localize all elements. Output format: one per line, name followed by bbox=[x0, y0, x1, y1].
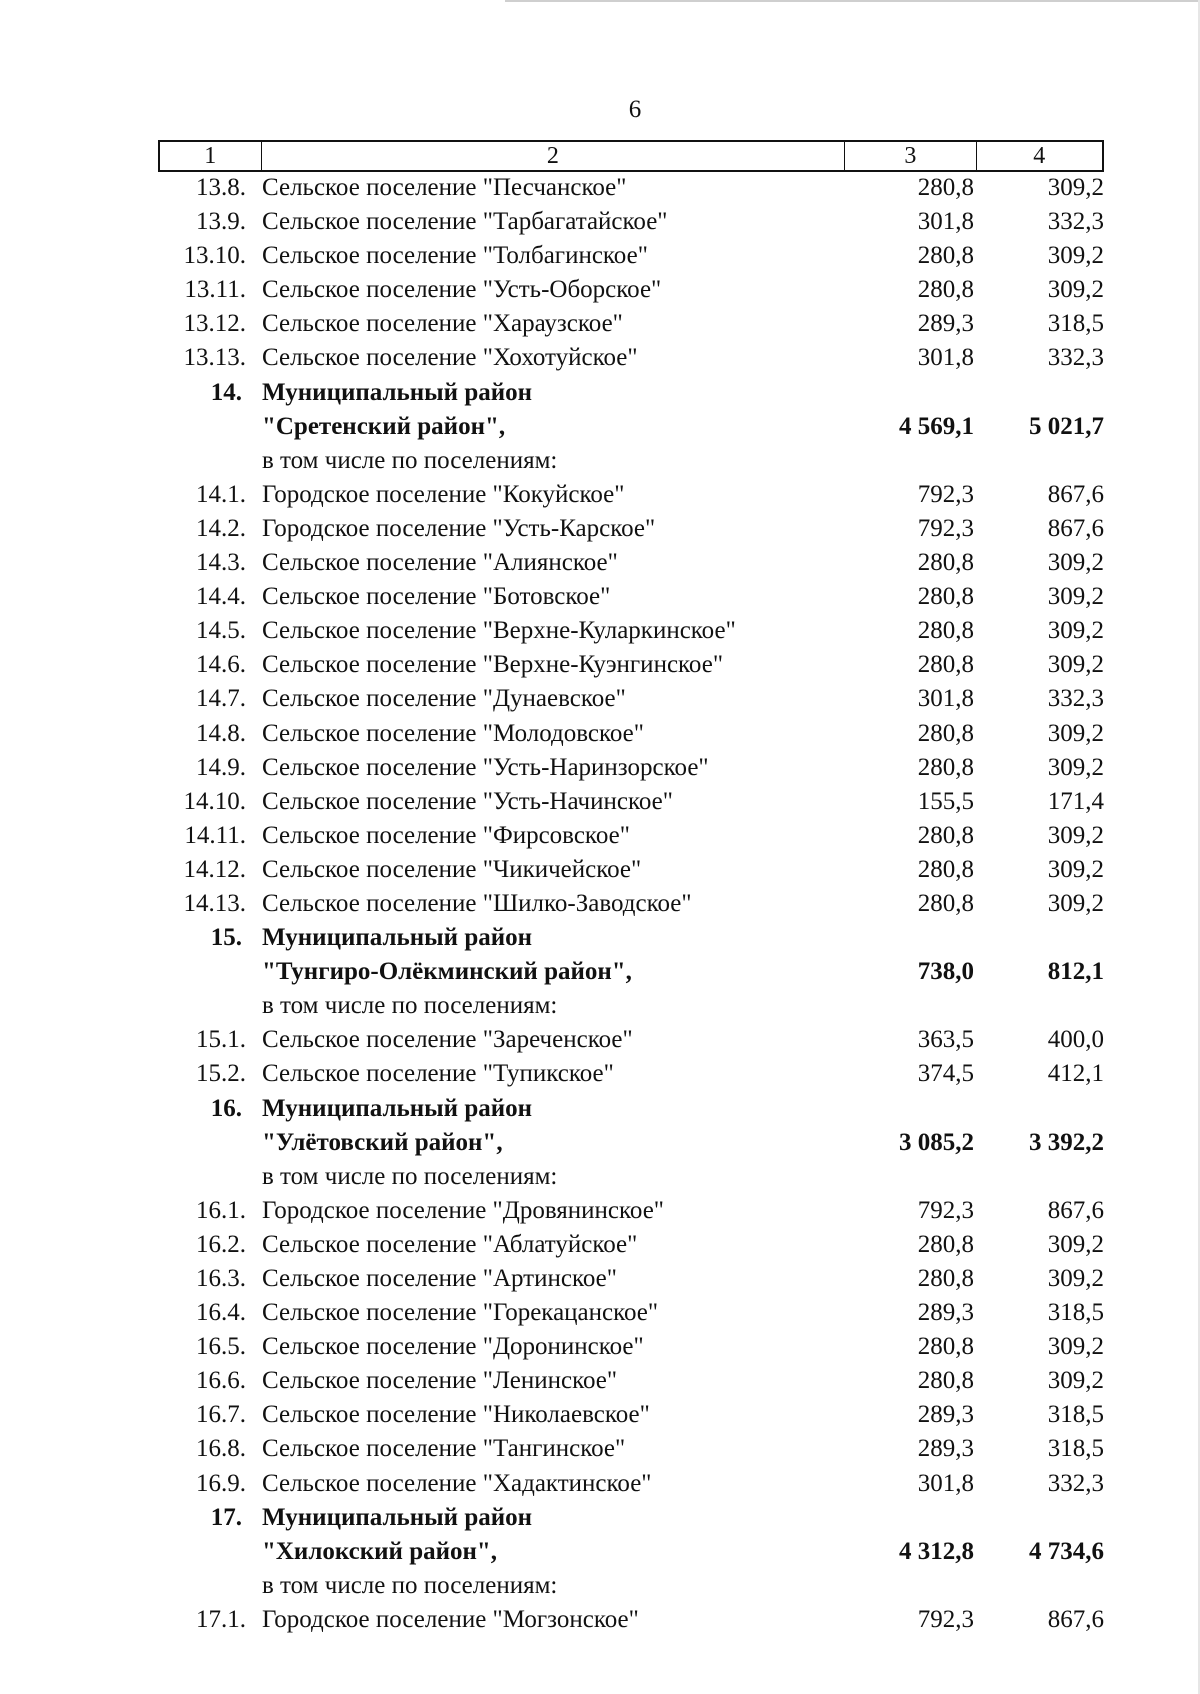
row-value-3: 280,8 bbox=[917, 1367, 974, 1395]
row-number: 14.12. bbox=[183, 855, 246, 883]
row-value-3: 301,8 bbox=[917, 208, 974, 236]
row-value-3: 280,8 bbox=[917, 174, 974, 201]
row-name: Сельское поселение "Алиянское" bbox=[262, 549, 618, 577]
row-value-4: 309,2 bbox=[1047, 1265, 1104, 1292]
table-row bbox=[0, 411, 1200, 445]
row-name: в том числе по поселениям: bbox=[262, 446, 558, 474]
row-value-4: 309,2 bbox=[1047, 276, 1104, 304]
row-value-4: 867,6 bbox=[1047, 480, 1104, 508]
row-value-4: 332,3 bbox=[1047, 344, 1104, 372]
table-row bbox=[0, 274, 1200, 308]
row-value-4: 867,6 bbox=[1047, 514, 1104, 542]
row-name: Сельское поселение "Тангинское" bbox=[262, 1435, 626, 1463]
row-value-3: 289,3 bbox=[917, 310, 974, 338]
row-value-3: 792,3 bbox=[917, 1605, 974, 1633]
row-number: 16.8. bbox=[196, 1435, 246, 1463]
row-value-4: 309,2 bbox=[1047, 583, 1104, 611]
row-number: 13.8. bbox=[196, 174, 246, 201]
row-number: 14.3. bbox=[196, 549, 246, 577]
row-value-4: 318,5 bbox=[1047, 1299, 1104, 1327]
row-name: Сельское поселение "Николаевское" bbox=[262, 1401, 650, 1429]
table-row bbox=[0, 308, 1200, 342]
row-name: "Хилокский район", bbox=[262, 1537, 498, 1565]
row-value-3: 289,3 bbox=[917, 1299, 974, 1327]
row-value-4: 318,5 bbox=[1047, 1401, 1104, 1429]
row-value-4: 309,2 bbox=[1047, 1230, 1104, 1258]
row-value-3: 280,8 bbox=[917, 583, 974, 611]
row-name: Сельское поселение "Тупикское" bbox=[262, 1060, 614, 1088]
row-number: 14.7. bbox=[196, 685, 246, 713]
row-value-4: 318,5 bbox=[1047, 1435, 1104, 1463]
row-name: Сельское поселение "Артинское" bbox=[262, 1265, 617, 1292]
row-value-4: 309,2 bbox=[1047, 617, 1104, 645]
row-name: Сельское поселение "Фирсовское" bbox=[262, 821, 630, 849]
table-body bbox=[0, 172, 1200, 1638]
row-value-3: 280,8 bbox=[917, 276, 974, 304]
table-row bbox=[0, 172, 1200, 206]
table-row bbox=[0, 1570, 1200, 1604]
table-row bbox=[0, 1093, 1200, 1127]
row-value-4: 171,4 bbox=[1047, 787, 1104, 815]
row-number: 14.4. bbox=[196, 583, 246, 611]
row-number: 14.8. bbox=[196, 719, 246, 747]
row-name: Сельское поселение "Хохотуйское" bbox=[262, 344, 638, 372]
table-row bbox=[0, 649, 1200, 683]
row-value-3: 155,5 bbox=[917, 787, 974, 815]
row-value-4: 309,2 bbox=[1047, 1333, 1104, 1361]
table-row bbox=[0, 956, 1200, 990]
row-name: Сельское поселение "Тарбагатайское" bbox=[262, 208, 668, 236]
table-row bbox=[0, 1502, 1200, 1536]
row-number: 14.13. bbox=[183, 889, 246, 917]
row-name: "Сретенский район", bbox=[262, 412, 506, 440]
row-value-4: 309,2 bbox=[1047, 821, 1104, 849]
table-row bbox=[0, 718, 1200, 752]
table-row bbox=[0, 1433, 1200, 1467]
table-row bbox=[0, 888, 1200, 922]
row-number: 16.3. bbox=[196, 1265, 246, 1292]
table-row bbox=[0, 513, 1200, 547]
table-header bbox=[158, 140, 1104, 172]
row-number: 14.1. bbox=[196, 480, 246, 508]
row-name: Сельское поселение "Верхне-Куларкинское" bbox=[262, 617, 736, 645]
table-row bbox=[0, 1297, 1200, 1331]
row-number: 14.11. bbox=[184, 821, 246, 849]
row-value-3: 289,3 bbox=[917, 1401, 974, 1429]
row-value-3: 280,8 bbox=[917, 855, 974, 883]
header-col-4: 4 bbox=[1033, 143, 1046, 169]
table-row bbox=[0, 922, 1200, 956]
table-row bbox=[0, 1468, 1200, 1502]
table-row bbox=[0, 820, 1200, 854]
row-name: Сельское поселение "Верхне-Куэнгинское" bbox=[262, 651, 724, 679]
row-value-3: 280,8 bbox=[917, 1333, 974, 1361]
row-number: 14.6. bbox=[196, 651, 246, 679]
row-number: 17.1. bbox=[196, 1605, 246, 1633]
row-value-4: 5 021,7 bbox=[1029, 412, 1104, 440]
row-name: Сельское поселение "Горекацанское" bbox=[262, 1299, 659, 1327]
table-row bbox=[0, 377, 1200, 411]
table-row bbox=[0, 1127, 1200, 1161]
table-row bbox=[0, 854, 1200, 888]
row-number: 16.4. bbox=[196, 1299, 246, 1327]
row-value-4: 332,3 bbox=[1047, 685, 1104, 713]
row-name: в том числе по поселениям: bbox=[262, 992, 558, 1020]
row-value-4: 309,2 bbox=[1047, 549, 1104, 577]
row-name: в том числе по поселениям: bbox=[262, 1162, 558, 1190]
row-name: Сельское поселение "Ботовское" bbox=[262, 583, 611, 611]
row-value-4: 3 392,2 bbox=[1029, 1128, 1104, 1156]
row-name: Городское поселение "Могзонское" bbox=[262, 1605, 639, 1633]
row-value-3: 280,8 bbox=[917, 242, 974, 270]
row-number: 14.5. bbox=[196, 617, 246, 645]
table-row bbox=[0, 1536, 1200, 1570]
row-name: Сельское поселение "Усть-Начинское" bbox=[262, 787, 673, 815]
row-name: в том числе по поселениям: bbox=[262, 1571, 558, 1599]
row-value-3: 301,8 bbox=[917, 344, 974, 372]
row-number: 14.10. bbox=[183, 787, 246, 815]
row-name: Сельское поселение "Хадактинское" bbox=[262, 1469, 652, 1497]
row-value-3: 363,5 bbox=[917, 1026, 974, 1054]
row-value-3: 792,3 bbox=[917, 1196, 974, 1224]
row-value-4: 400,0 bbox=[1047, 1026, 1104, 1054]
row-number: 14. bbox=[210, 378, 242, 406]
row-value-4: 412,1 bbox=[1047, 1060, 1104, 1088]
row-number: 16. bbox=[210, 1094, 242, 1122]
table-row bbox=[0, 1365, 1200, 1399]
table-row bbox=[0, 1195, 1200, 1229]
table-row bbox=[0, 615, 1200, 649]
row-value-3: 792,3 bbox=[917, 514, 974, 542]
row-name: Сельское поселение "Дунаевское" bbox=[262, 685, 626, 713]
table-row bbox=[0, 1024, 1200, 1058]
row-number: 15.2. bbox=[196, 1060, 246, 1088]
table-row bbox=[0, 1399, 1200, 1433]
row-value-3: 301,8 bbox=[917, 685, 974, 713]
row-name: Сельское поселение "Усть-Наринзорское" bbox=[262, 753, 709, 781]
row-number: 15. bbox=[210, 924, 242, 952]
row-value-4: 309,2 bbox=[1047, 889, 1104, 917]
header-col-2: 2 bbox=[262, 142, 846, 170]
row-value-4: 309,2 bbox=[1047, 1367, 1104, 1395]
row-value-3: 374,5 bbox=[917, 1060, 974, 1088]
row-name: Сельское поселение "Молодовское" bbox=[262, 719, 644, 747]
row-value-3: 280,8 bbox=[917, 889, 974, 917]
row-name: Сельское поселение "Шилко-Заводское" bbox=[262, 889, 692, 917]
row-value-3: 738,0 bbox=[917, 958, 974, 986]
row-value-4: 867,6 bbox=[1047, 1605, 1104, 1633]
row-number: 16.1. bbox=[196, 1196, 246, 1224]
table-row bbox=[0, 683, 1200, 717]
row-name: "Тунгиро-Олёкминский район", bbox=[262, 958, 632, 986]
row-number: 16.2. bbox=[196, 1230, 246, 1258]
row-number: 16.7. bbox=[196, 1401, 246, 1429]
row-name: Городское поселение "Дровянинское" bbox=[262, 1196, 665, 1224]
row-number: 13.10. bbox=[183, 242, 246, 270]
table-row bbox=[0, 752, 1200, 786]
row-value-3: 4 569,1 bbox=[899, 412, 974, 440]
row-name: Сельское поселение "Хараузское" bbox=[262, 310, 623, 338]
row-number: 15.1. bbox=[196, 1026, 246, 1054]
row-number: 16.6. bbox=[196, 1367, 246, 1395]
row-name: Сельское поселение "Толбагинское" bbox=[262, 242, 648, 270]
row-value-4: 332,3 bbox=[1047, 208, 1104, 236]
row-value-3: 4 312,8 bbox=[899, 1537, 974, 1565]
page-number: 6 bbox=[628, 96, 642, 123]
row-value-3: 3 085,2 bbox=[899, 1128, 974, 1156]
row-value-4: 867,6 bbox=[1047, 1196, 1104, 1224]
row-name: "Улётовский район", bbox=[262, 1128, 503, 1156]
table-row bbox=[0, 581, 1200, 615]
row-number: 17. bbox=[210, 1503, 242, 1531]
row-value-4: 309,2 bbox=[1047, 855, 1104, 883]
row-name: Городское поселение "Усть-Карское" bbox=[262, 514, 656, 542]
row-number: 14.9. bbox=[196, 753, 246, 781]
table-row bbox=[0, 240, 1200, 274]
table-row bbox=[0, 990, 1200, 1024]
row-value-4: 309,2 bbox=[1047, 174, 1104, 201]
table-row bbox=[0, 206, 1200, 240]
row-value-3: 280,8 bbox=[917, 651, 974, 679]
row-number: 13.11. bbox=[184, 276, 246, 304]
row-value-3: 280,8 bbox=[917, 1230, 974, 1258]
table-row bbox=[0, 342, 1200, 376]
row-number: 13.12. bbox=[183, 310, 246, 338]
row-value-3: 280,8 bbox=[917, 719, 974, 747]
row-name: Сельское поселение "Доронинское" bbox=[262, 1333, 644, 1361]
row-value-4: 332,3 bbox=[1047, 1469, 1104, 1497]
row-name: Сельское поселение "Чикичейское" bbox=[262, 855, 642, 883]
row-name: Муниципальный район bbox=[262, 1503, 533, 1531]
row-name: Сельское поселение "Ленинское" bbox=[262, 1367, 618, 1395]
row-name: Муниципальный район bbox=[262, 378, 533, 406]
row-value-4: 309,2 bbox=[1047, 719, 1104, 747]
row-name: Сельское поселение "Аблатуйское" bbox=[262, 1230, 638, 1258]
row-name: Муниципальный район bbox=[262, 1094, 533, 1122]
row-value-4: 812,1 bbox=[1047, 958, 1104, 986]
row-value-3: 280,8 bbox=[917, 753, 974, 781]
header-col-3: 3 bbox=[845, 142, 976, 170]
row-value-3: 280,8 bbox=[917, 549, 974, 577]
row-value-3: 792,3 bbox=[917, 480, 974, 508]
row-value-4: 309,2 bbox=[1047, 753, 1104, 781]
row-number: 14.2. bbox=[196, 514, 246, 542]
table-row bbox=[0, 1229, 1200, 1263]
row-value-3: 301,8 bbox=[917, 1469, 974, 1497]
row-value-3: 280,8 bbox=[917, 821, 974, 849]
row-number: 16.5. bbox=[196, 1333, 246, 1361]
row-number: 13.13. bbox=[183, 344, 246, 372]
row-name: Сельское поселение "Зареченское" bbox=[262, 1026, 633, 1054]
row-name: Муниципальный район bbox=[262, 924, 533, 952]
row-value-4: 4 734,6 bbox=[1029, 1537, 1104, 1565]
table-row bbox=[0, 479, 1200, 513]
scan-edge-top bbox=[505, 0, 1200, 2]
row-value-4: 309,2 bbox=[1047, 651, 1104, 679]
row-value-3: 280,8 bbox=[917, 1265, 974, 1292]
row-number: 16.9. bbox=[196, 1469, 246, 1497]
header-col-1: 1 bbox=[160, 142, 262, 170]
table-row bbox=[0, 1263, 1200, 1297]
table-row bbox=[0, 1058, 1200, 1092]
table-row bbox=[0, 547, 1200, 581]
row-name: Городское поселение "Кокуйское" bbox=[262, 480, 625, 508]
row-value-4: 309,2 bbox=[1047, 242, 1104, 270]
table-row bbox=[0, 786, 1200, 820]
table-row bbox=[0, 1604, 1200, 1638]
row-value-3: 280,8 bbox=[917, 617, 974, 645]
table-row bbox=[0, 445, 1200, 479]
row-value-3: 289,3 bbox=[917, 1435, 974, 1463]
table-row bbox=[0, 1161, 1200, 1195]
row-number: 13.9. bbox=[196, 208, 246, 236]
row-name: Сельское поселение "Усть-Оборское" bbox=[262, 276, 662, 304]
row-name: Сельское поселение "Песчанское" bbox=[262, 174, 627, 201]
table-row bbox=[0, 1331, 1200, 1365]
row-value-4: 318,5 bbox=[1047, 310, 1104, 338]
